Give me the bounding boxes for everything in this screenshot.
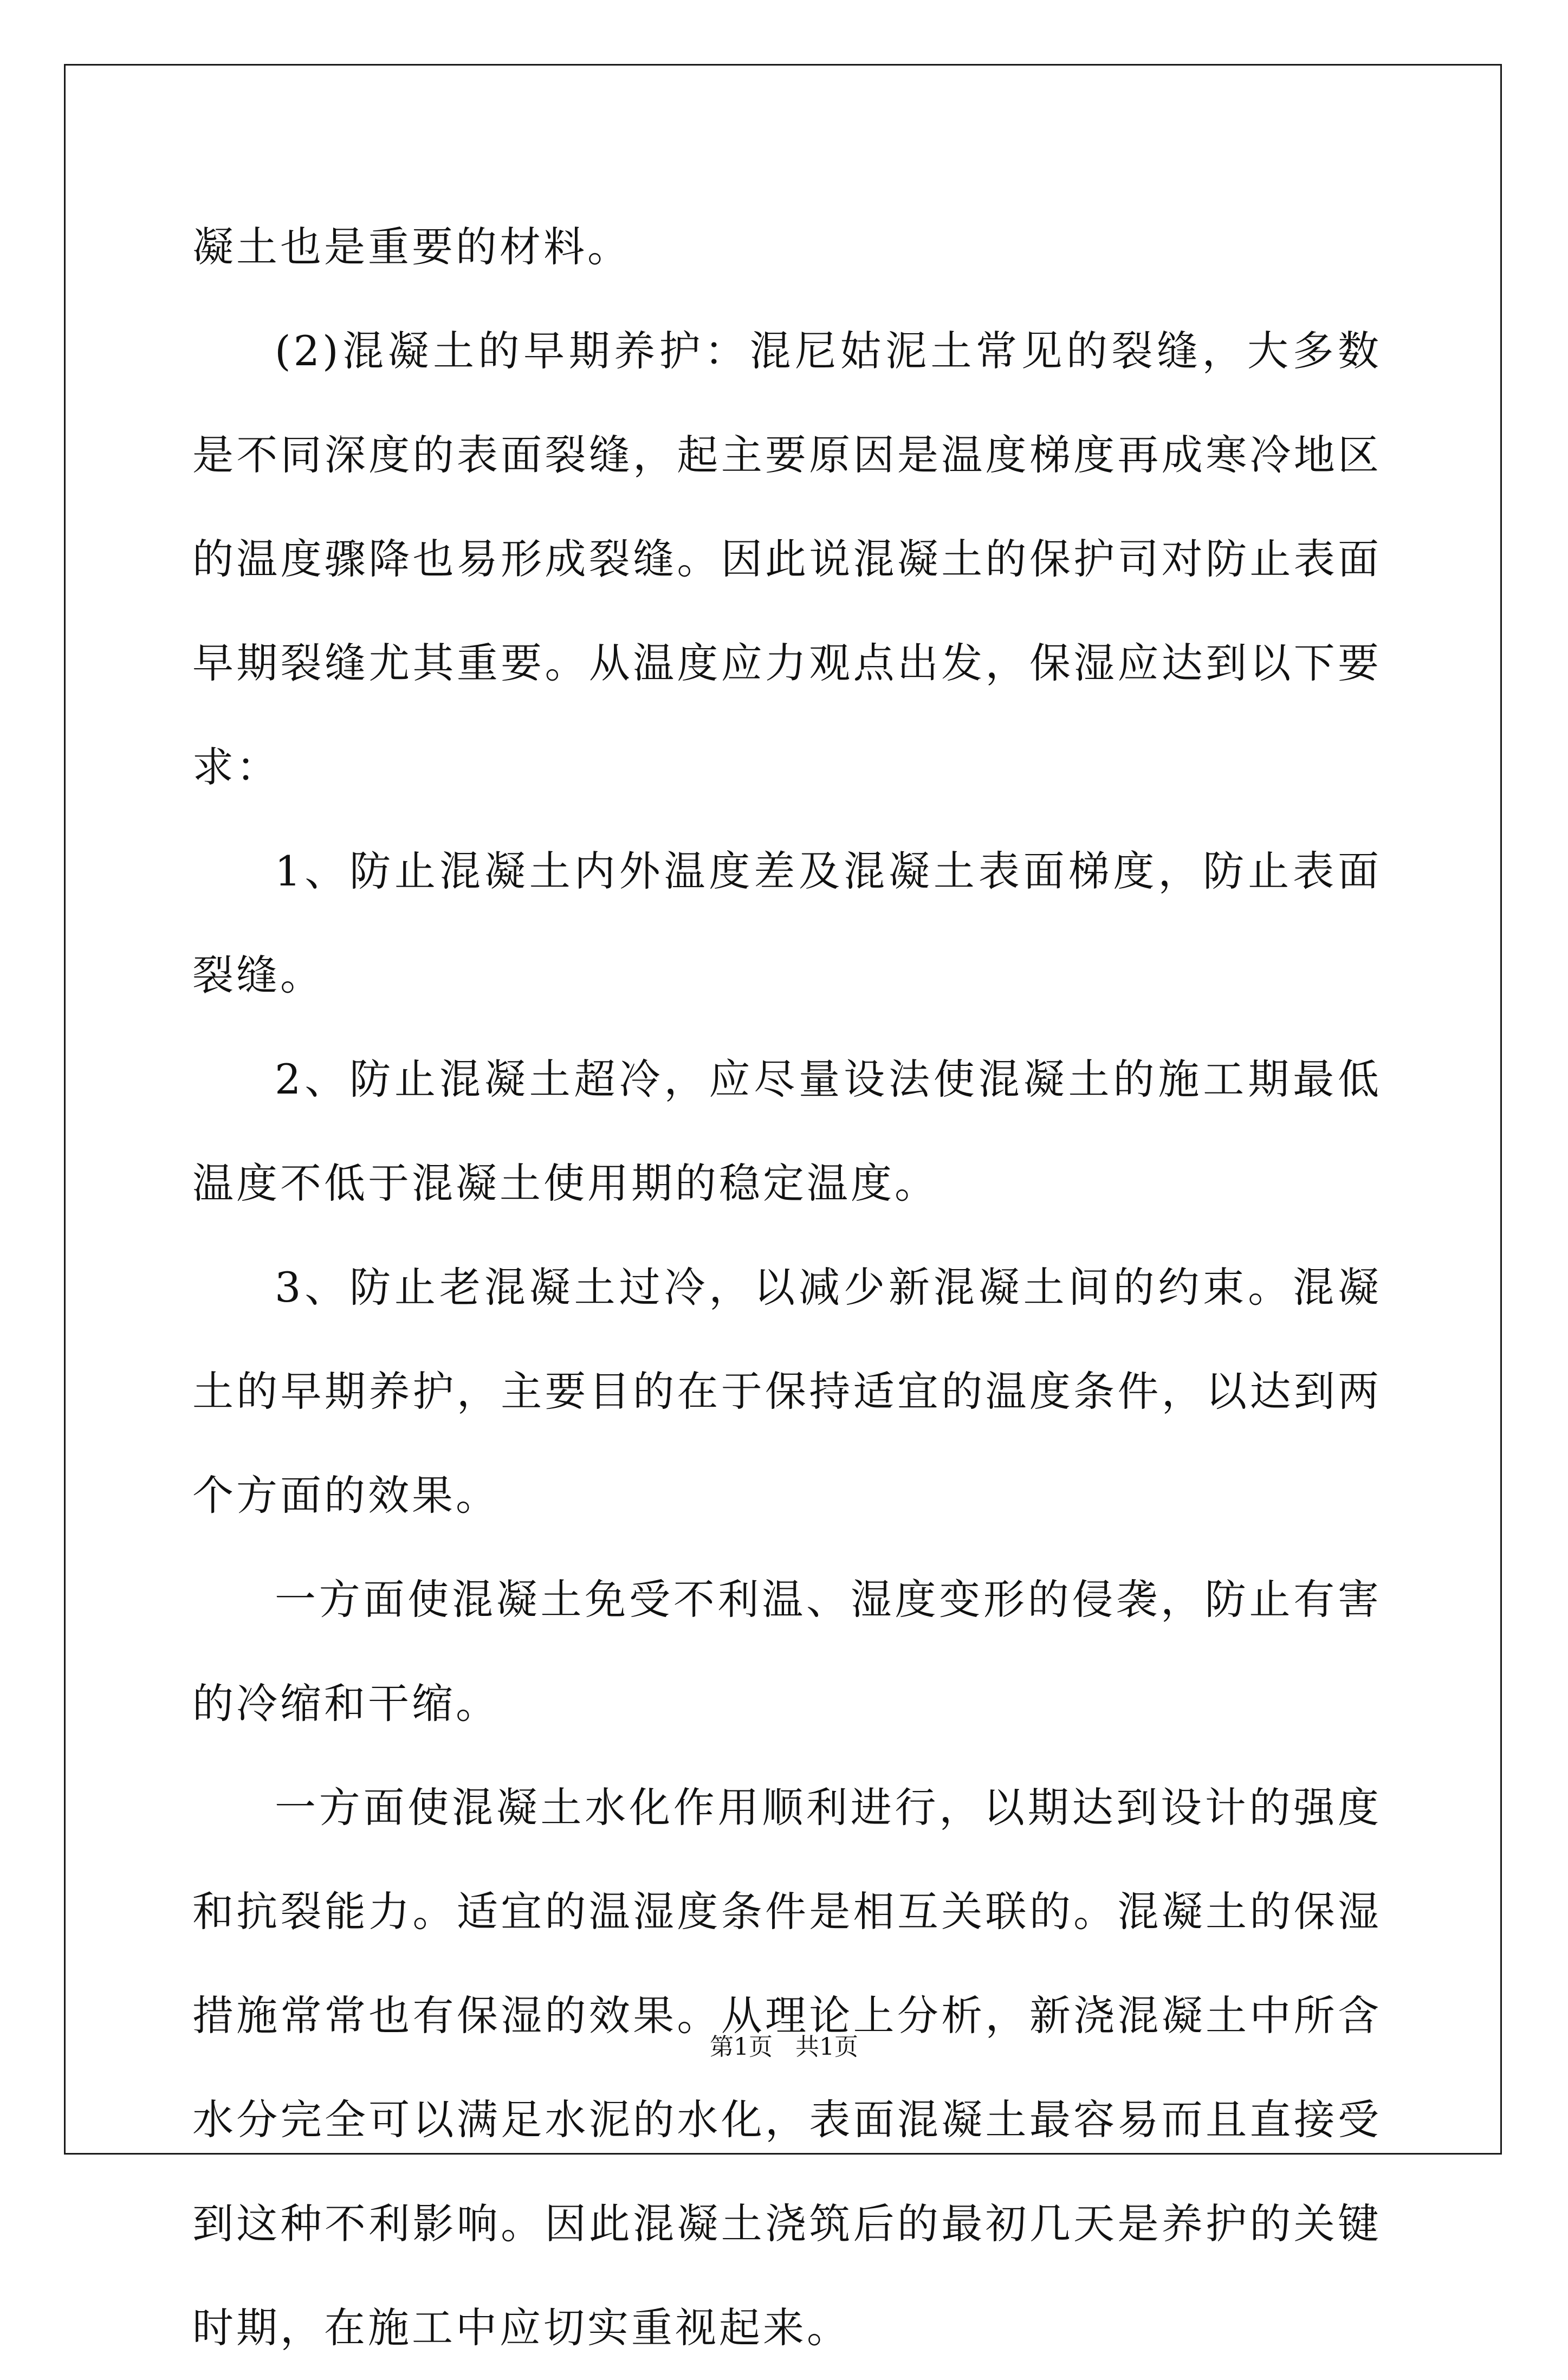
paragraph-2: (2)混凝土的早期养护：混尼姑泥土常见的裂缝，大多数是不同深度的表面裂缝，起主要原因是温度梯度再成寒冷地区的温度骤降也易形成裂缝。因此说混凝土的保护司对防止表面早期裂缝尤其重要。从温度应力观点出发，保湿应达到以下要求：	[192, 327, 1382, 791]
paragraph-4: 2、防止混凝土超冷，应尽量设法使混凝土的施工期最低温度不低于混凝土使用期的稳定温度。	[192, 1055, 1382, 1207]
paragraph-1: 凝土也是重要的材料。	[192, 223, 631, 271]
paragraph-5: 3、防止老混凝土过冷，以减少新混凝土间的约束。混凝土的早期养护，主要目的在于保持适宜的温度条件，以达到两个方面的效果。	[192, 1263, 1382, 1519]
paragraph-3: 1、防止混凝土内外温度差及混凝土表面梯度，防止表面裂缝。	[192, 847, 1382, 999]
page-footer	[0, 2031, 1568, 2064]
page-total: 共1页	[795, 2033, 858, 2061]
paragraph-7: 一方面使混凝土水化作用顺利进行，以期达到设计的强度和抗裂能力。适宜的温湿度条件是相互关联的。混凝土的保湿措施常常也有保湿的效果。从理论上分析，新浇混凝土中所含水分完全可以满足水泥的水化，表面混凝土最容易而且直接受到这种不利影响。因此混凝土浇筑后的最初几天是养护的关键时期，在施工中应切实重视起来。	[192, 1783, 1382, 2352]
paragraph-6: 一方面使混凝土免受不利温、湿度变形的侵袭，防止有害的冷缩和干缩。	[192, 1575, 1382, 1728]
page-number: 第1页	[710, 2033, 773, 2061]
